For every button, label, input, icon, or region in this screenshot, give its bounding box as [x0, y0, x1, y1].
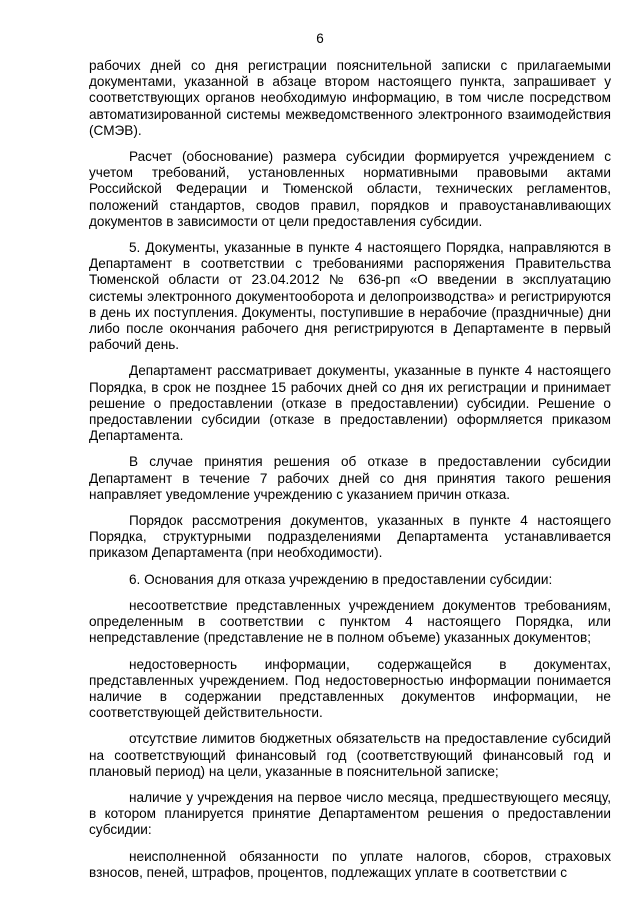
paragraph-item-6: 6. Основания для отказа учреждению в предоставлении субсидии: — [129, 571, 553, 587]
paragraph-continuation: рабочих дней со дня регистрации пояснительной записки с прилагаемыми документами, указанной в абзаце втором настоящего пункта, запрашивает у соответствующих органов необходимую информацию, в том числе посредством автоматизированной системы межведомственного электронного взаимодействия (СМЭВ). — [89, 58, 611, 138]
paragraph-unreliability: недостоверность информации, содержащейся в документах, представленных учреждением. Под недостоверностью информации понимается наличие в содержании представленных документов информации, не соответствующей действительности. — [89, 656, 611, 721]
page-number: 6 — [316, 31, 324, 46]
paragraph-nonconformity: несоответствие представленных учреждением документов требованиям, определенным в соответствии с пунктом 4 настоящего Порядка, или непредставление (представление не в полном объеме) указанных документов; — [89, 597, 611, 646]
paragraph-department-review: Департамент рассматривает документы, указанные в пункте 4 настоящего Порядка, в срок не позднее 15 рабочих дней со дня их регистрации и принимает решение о предоставлении (отказе в предоставлении) субсидии. Решение о предоставлении субсидии (отказе в предоставлении) оформляется приказом Департамента. — [89, 363, 611, 444]
paragraph-subsidy-calculation: Расчет (обоснование) размера субсидии формируется учреждением с учетом требований, установленных нормативными правовыми актами Российской Федерации и Тюменской области, технических регламентов, положений стандартов, сводов правил, порядков и правоустанавливающих документов в зависимости от цели предоставления субсидии. — [89, 149, 611, 229]
paragraph-no-limits: отсутствие лимитов бюджетных обязательств на предоставление субсидий на соответствующий финансовый год (соответствующий финансовый год и плановый период) на цели, указанные в пояснительной записке; — [89, 731, 611, 779]
paragraph-refusal-notice: В случае принятия решения об отказе в предоставлении субсидии Департамент в течение 7 рабочих дней со дня принятия такого решения направляет уведомление учреждению с указанием причин отказа. — [89, 454, 611, 502]
document-body — [89, 58, 611, 891]
paragraph-review-procedure: Порядок рассмотрения документов, указанных в пункте 4 настоящего Порядка, структурными подразделениями Департамента устанавливается приказом Департамента (при необходимости). — [89, 513, 611, 561]
paragraph-presence: наличие у учреждения на первое число месяца, предшествующего месяцу, в котором планируется принятие Департаментом решения о предоставлении субсидии: — [89, 789, 611, 838]
paragraph-unfulfilled-obligation: неисполненной обязанности по уплате налогов, сборов, страховых взносов, пеней, штрафов, процентов, подлежащих уплате в соответствии с — [89, 848, 611, 880]
paragraph-item-5: 5. Документы, указанные в пункте 4 настоящего Порядка, направляются в Департамент в соответствии с требованиями распоряжения Правительства Тюменской области от 23.04.2012 № 636-рп «О введении в эксплуатацию системы электронного документооборота и делопроизводства» и регистрируются в день их поступления. Документы, поступившие в нерабочие (праздничные) дни либо после окончания рабочего дня регистрируются в Департаменте в первый рабочий день. — [89, 240, 611, 353]
